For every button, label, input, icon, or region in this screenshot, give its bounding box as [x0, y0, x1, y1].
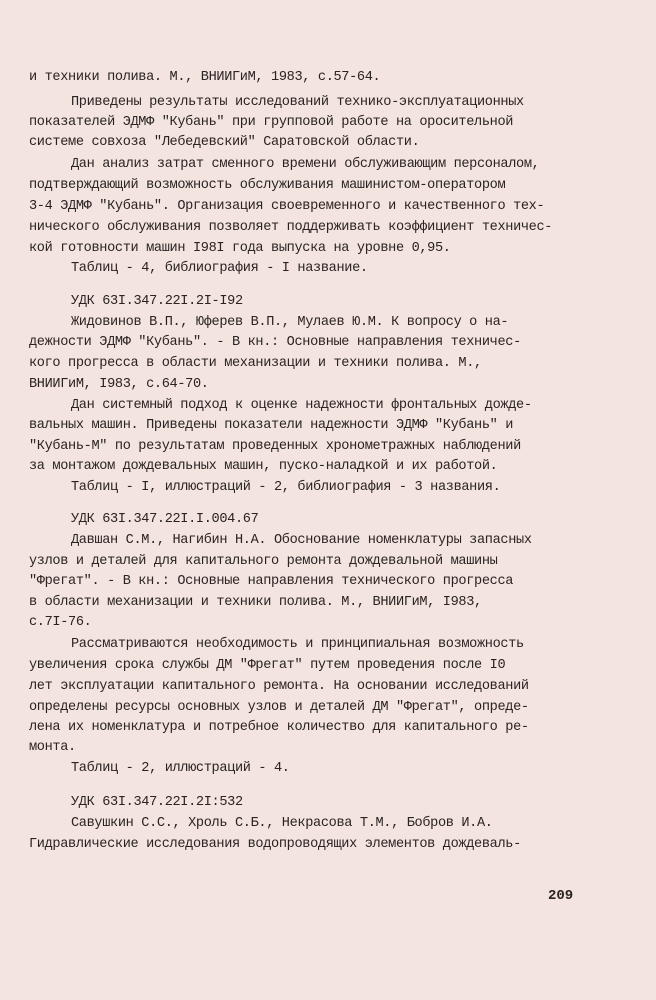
text-line: системе совхоза "Лебедевский" Саратовской области. — [29, 135, 420, 150]
text-line: ВНИИГиМ, I983, с.64-70. — [29, 377, 209, 392]
text-line: и техники полива. М., ВНИИГиМ, 1983, с.57-64. — [29, 70, 381, 85]
text-line: Жидовинов В.П., Юферев В.П., Мулаев Ю.М. К вопросу о на- — [71, 315, 509, 330]
text-line: нического обслуживания позволяет поддерживать коэффициент техничес- — [29, 220, 553, 235]
text-line: увеличения срока службы ДМ "Фрегат" путем проведения после I0 — [29, 658, 506, 673]
text-line: кой готовности машин I98I года выпуска на уровне 0,95. — [29, 241, 451, 256]
text-line: Давшан С.М., Нагибин Н.А. Обоснование номенклатуры запасных — [71, 533, 532, 548]
page-number: 209 — [548, 888, 574, 904]
text-line: дежности ЭДМФ "Кубань". - В кн.: Основные направления техничес- — [29, 335, 521, 350]
text-line: Гидравлические исследования водопроводящих элементов дождеваль- — [29, 837, 521, 852]
text-line: в области механизации и техники полива. М., ВНИИГиМ, I983, — [29, 595, 482, 610]
udk-heading: УДК 63I.347.22I.I.004.67 — [71, 512, 259, 527]
text-line: за монтажом дождевальных машин, пуско-наладкой и их работой. — [29, 459, 498, 474]
text-line: с.7I-76. — [29, 615, 92, 630]
udk-heading: УДК 63I.347.22I.2I-I92 — [71, 294, 243, 309]
text-line: Савушкин С.С., Хроль С.Б., Некрасова Т.М., Бобров И.А. — [71, 816, 493, 831]
text-line: Дан системный подход к оценке надежности фронтальных дожде- — [71, 398, 532, 413]
text-line: вальных машин. Приведены показатели надежности ЭДМФ "Кубань" и — [29, 418, 514, 433]
text-line: "Фрегат". - В кн.: Основные направления технического прогресса — [29, 574, 514, 589]
text-line: 3-4 ЭДМФ "Кубань". Организация своевременного и качественного тех- — [29, 199, 545, 214]
text-line: лена их номенклатура и потребное количество для капитального ре- — [29, 720, 529, 735]
udk-heading: УДК 63I.347.22I.2I:532 — [71, 795, 243, 810]
text-line: определены ресурсы основных узлов и деталей ДМ "Фрегат", опреде- — [29, 700, 529, 715]
text-line: Рассматриваются необходимость и принципиальная возможность — [71, 637, 524, 652]
text-line: "Кубань-М" по результатам проведенных хронометражных наблюдений — [29, 439, 521, 454]
text-line: показателей ЭДМФ "Кубань" при групповой работе на оросительной — [29, 115, 514, 130]
text-line: Приведены результаты исследований технико-эксплуатационных — [71, 95, 524, 110]
text-line: лет эксплуатации капитального ремонта. На основании исследований — [29, 679, 529, 694]
text-line: кого прогресса в области механизации и техники полива. М., — [29, 356, 482, 371]
text-line: монта. — [29, 740, 76, 755]
text-line: Таблиц - 2, иллюстраций - 4. — [71, 761, 290, 776]
text-line: Таблиц - I, иллюстраций - 2, библиография - 3 названия. — [71, 480, 501, 495]
text-line: Дан анализ затрат сменного времени обслуживающим персоналом, — [71, 157, 540, 172]
text-line: узлов и деталей для капитального ремонта дождевальной машины — [29, 554, 498, 569]
text-line: подтверждающий возможность обслуживания машинистом-оператором — [29, 178, 506, 193]
text-line: Таблиц - 4, библиография - I название. — [71, 261, 368, 276]
